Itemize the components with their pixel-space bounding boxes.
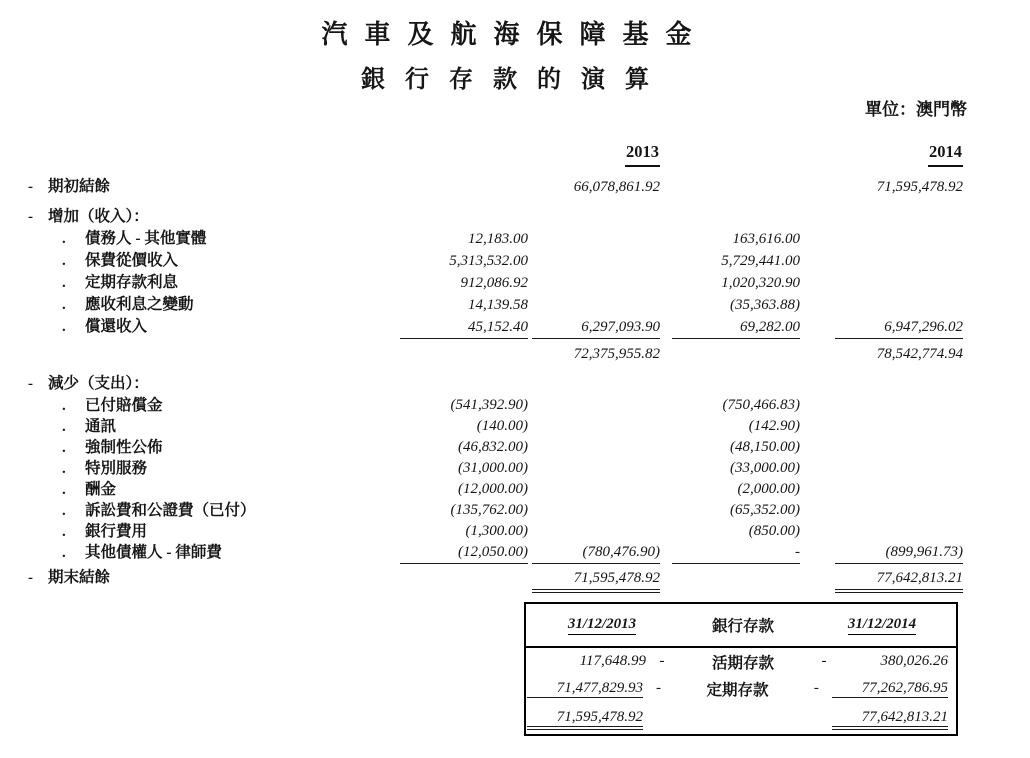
header-date-2014-cell: [808, 616, 956, 635]
header-date-2013: 31/12/2013: [568, 616, 636, 635]
row-bullet: -: [28, 179, 33, 195]
value-2013-total: [528, 373, 660, 395]
bank-table-row-total: [526, 702, 956, 734]
row-bullet: .: [62, 319, 66, 335]
label-cell: [0, 206, 340, 228]
value-2014-detail: (750,466.83): [722, 397, 800, 413]
row-premium-advalorem-income: [0, 250, 1030, 272]
underlined-value: (12,050.00): [400, 542, 528, 564]
value-2014-detail: 1,020,320.90: [721, 275, 800, 291]
underlined-value: 6,947,296.02: [835, 316, 963, 339]
row-accrued-interest-change: [0, 294, 1030, 316]
value-2013: 117,648.99: [579, 653, 646, 669]
underlined-value: -: [672, 542, 800, 564]
value-2013-detail: [340, 176, 528, 198]
row-label: 通訊: [85, 418, 117, 435]
row-bullet: .: [62, 275, 66, 291]
statement-body: [0, 176, 1030, 589]
label-cell: [0, 500, 340, 521]
bank-table-row-demand-deposits: [526, 648, 956, 675]
value-2014-total: [800, 567, 963, 589]
label-cell: [0, 479, 340, 500]
underlined-value: 69,282.00: [672, 316, 800, 339]
value-2014-total: [800, 228, 963, 250]
row-bullet: .: [62, 461, 66, 477]
double-underlined-value: 71,595,478.92: [527, 709, 643, 727]
separator-dash: -: [821, 653, 827, 669]
value-2014-total: [800, 272, 963, 294]
value-2013-detail: (140.00): [476, 418, 528, 434]
value-2013-total: [528, 272, 660, 294]
value-2014-total: [800, 416, 963, 437]
underlined-value: 6,297,093.90: [532, 316, 660, 339]
year-2014-header: 2014: [928, 140, 963, 167]
bank-table-row-term-deposits: [526, 675, 956, 702]
value-2014-detail: [660, 567, 800, 589]
value-2014-detail: (2,000.00): [737, 481, 800, 497]
row-label: 期末結餘: [48, 569, 111, 586]
header-bank-deposits-title: 銀行存款: [711, 618, 774, 635]
value-2013-detail: [340, 343, 528, 365]
row-label: 保費從價收入: [85, 252, 179, 269]
value-2013-total: [528, 542, 660, 563]
value-2013-total: [528, 479, 660, 500]
separator-dash: -: [656, 680, 662, 696]
row-closing-balance: [0, 567, 1030, 589]
label-cell: [0, 250, 340, 272]
value-2014-total: [800, 521, 963, 542]
value-2013-total: 66,078,861.92: [573, 179, 660, 195]
deposit-type-label: 活期存款: [711, 654, 774, 672]
value-2014: [832, 709, 956, 727]
year-header-row: [0, 140, 1030, 164]
value-2013-total: [528, 316, 660, 338]
row-compensation-paid: [0, 395, 1030, 416]
document-title-line1: 汽車及航海保障基金: [321, 20, 709, 49]
row-bullet: -: [28, 376, 33, 392]
row-opening-balance: [0, 176, 1030, 198]
value-2014-total: 78,542,774.94: [876, 346, 963, 362]
label-cell: [0, 437, 340, 458]
label-cell: [0, 373, 340, 395]
year-header-spacer: [660, 140, 800, 164]
header-date-2014: 31/12/2014: [848, 616, 916, 635]
row-label: 銀行費用: [85, 523, 148, 540]
value-2014-detail: (142.90): [748, 418, 800, 434]
row-label: 償還收入: [85, 318, 148, 335]
value-2014: 380,026.26: [880, 653, 948, 669]
double-underlined-value: 71,595,478.92: [532, 567, 660, 590]
label-cell: [0, 272, 340, 294]
value-2013-detail: (1,300.00): [465, 523, 528, 539]
value-2013-total: 72,375,955.82: [573, 346, 660, 362]
row-section-increase: [0, 206, 1030, 228]
value-2014-total: [800, 458, 963, 479]
year-2014-cell: [800, 140, 963, 164]
value-2013-detail: [340, 567, 528, 589]
value-2013-total: [528, 521, 660, 542]
row-term-deposit-interest: [0, 272, 1030, 294]
value-2014-detail: (65,352.00): [730, 502, 800, 518]
year-2013-cell: [528, 140, 660, 164]
value-2014-detail: [660, 373, 800, 395]
value-2013-detail: [340, 316, 528, 338]
bank-deposit-table: [524, 602, 958, 736]
underlined-value: (899,961.73): [835, 542, 963, 564]
row-bullet: -: [28, 209, 33, 225]
value-2014-total: [800, 500, 963, 521]
value-2014-total: [800, 437, 963, 458]
value-2013-total: [528, 500, 660, 521]
row-label: 定期存款利息: [85, 274, 179, 291]
label-cell: [0, 316, 340, 338]
value-2013-total: [528, 458, 660, 479]
row-bullet: .: [62, 524, 66, 540]
value-2013-detail: (541,392.90): [450, 397, 528, 413]
value-2014-total: [800, 250, 963, 272]
year-header-spacer: [340, 140, 528, 164]
label-cell: [0, 228, 340, 250]
label-cell: [0, 395, 340, 416]
value-2014-detail: [660, 176, 800, 198]
value-2014-detail: 5,729,441.00: [721, 253, 800, 269]
row-bank-charges: [0, 521, 1030, 542]
label-cell: [0, 458, 340, 479]
row-other-creditors-lawyer-fees: [0, 542, 1030, 563]
row-label: 應收利息之變動: [85, 296, 194, 313]
row-bullet: .: [62, 231, 66, 247]
label-cell: [0, 416, 340, 437]
row-bullet: .: [62, 297, 66, 313]
row-label: 減少（支出）：: [48, 375, 149, 392]
label-cell: [0, 542, 340, 563]
row-special-services: [0, 458, 1030, 479]
value-2014-detail: (850.00): [748, 523, 800, 539]
row-label: 酬金: [85, 481, 117, 498]
row-bullet: .: [62, 503, 66, 519]
value-2013-detail: 5,313,532.00: [449, 253, 528, 269]
value-2013-detail: (135,762.00): [450, 502, 528, 518]
value-2013-total: [528, 250, 660, 272]
value-2013-detail: (46,832.00): [458, 439, 528, 455]
row-section-decrease: [0, 373, 1030, 395]
row-label: 期初結餘: [48, 178, 111, 195]
value-2014-total: [800, 206, 963, 228]
value-2014-detail: 163,616.00: [732, 231, 800, 247]
row-bullet: .: [62, 482, 66, 498]
value-2014-detail: [660, 206, 800, 228]
value-2013-total: [528, 228, 660, 250]
row-bullet: -: [28, 570, 33, 586]
row-label: 訴訟費和公證費（已付）: [85, 502, 256, 519]
label-cell: [0, 521, 340, 542]
label-cell: [0, 343, 340, 365]
row-label: 其他債權人 - 律師費: [85, 544, 222, 561]
value-2013-total: [528, 437, 660, 458]
row-label: 增加（收入）：: [48, 208, 149, 225]
currency-unit-label: 單位：澳門幣: [865, 100, 967, 119]
value-2013-detail: [340, 373, 528, 395]
row-bullet: .: [62, 440, 66, 456]
double-underlined-value: 77,642,813.21: [832, 709, 948, 727]
document-title-line2: 銀行存款的演算: [361, 67, 669, 93]
row-remuneration: [0, 479, 1030, 500]
double-underlined-value: 77,642,813.21: [835, 567, 963, 590]
value-2013-total: [528, 395, 660, 416]
value-2013-total: [528, 206, 660, 228]
row-litigation-notary-fees: [0, 500, 1030, 521]
value-2013-detail: 14,139.58: [468, 297, 528, 313]
row-repayment-income: [0, 316, 1030, 338]
value-2014-detail: (35,363.88): [730, 297, 800, 313]
value-2013-detail: 12,183.00: [468, 231, 528, 247]
value-2014-total: [800, 542, 963, 563]
underlined-value: (780,476.90): [532, 542, 660, 564]
value-2014: [832, 680, 956, 698]
label-cell: [0, 176, 340, 198]
year-header-spacer: [0, 140, 340, 164]
value-2013-total: [528, 416, 660, 437]
row-communications: [0, 416, 1030, 437]
row-label: 已付賠償金: [85, 397, 163, 414]
value-2014-detail: [660, 316, 800, 338]
value-2014-total: [800, 294, 963, 316]
value-2013: [526, 680, 643, 698]
header-date-2013-cell: [526, 616, 678, 635]
row-mandatory-publication: [0, 437, 1030, 458]
row-bullet: .: [62, 253, 66, 269]
value-2013: [526, 709, 643, 727]
value-2013-detail: [340, 542, 528, 563]
deposit-type-label: 定期存款: [706, 681, 769, 699]
row-label: 強制性公佈: [85, 439, 163, 456]
value-2013-total: [528, 567, 660, 589]
bank-table-header: [526, 604, 956, 648]
label-cell: [0, 294, 340, 316]
separator-dash: -: [813, 680, 819, 696]
underlined-value: 77,262,786.95: [832, 680, 948, 698]
row-debtors-other-entities: [0, 228, 1030, 250]
value-2013-total: [528, 294, 660, 316]
value-2013-detail: (31,000.00): [458, 460, 528, 476]
row-bullet: .: [62, 398, 66, 414]
value-2013-detail: 912,086.92: [460, 275, 528, 291]
row-label: 債務人 - 其他實體: [85, 230, 207, 247]
value-2014-detail: (48,150.00): [730, 439, 800, 455]
value-2014-detail: [660, 542, 800, 563]
value-2014-total: [800, 373, 963, 395]
row-bullet: .: [62, 419, 66, 435]
value-2013-detail: (12,000.00): [458, 481, 528, 497]
underlined-value: 45,152.40: [400, 316, 528, 339]
separator-dash: -: [659, 653, 665, 669]
label-cell: [0, 567, 340, 589]
value-2014-total: [800, 479, 963, 500]
value-2014-detail: [660, 343, 800, 365]
row-label: 特別服務: [85, 460, 148, 477]
value-2014-total: [800, 316, 963, 338]
value-2014-total: 71,595,478.92: [876, 179, 963, 195]
value-2013-detail: [340, 206, 528, 228]
year-2013-header: 2013: [625, 140, 660, 167]
row-total-after-increase: [0, 343, 1030, 365]
row-bullet: .: [62, 545, 66, 561]
underlined-value: 71,477,829.93: [527, 680, 643, 698]
value-2014-total: [800, 395, 963, 416]
value-2014-detail: (33,000.00): [730, 460, 800, 476]
